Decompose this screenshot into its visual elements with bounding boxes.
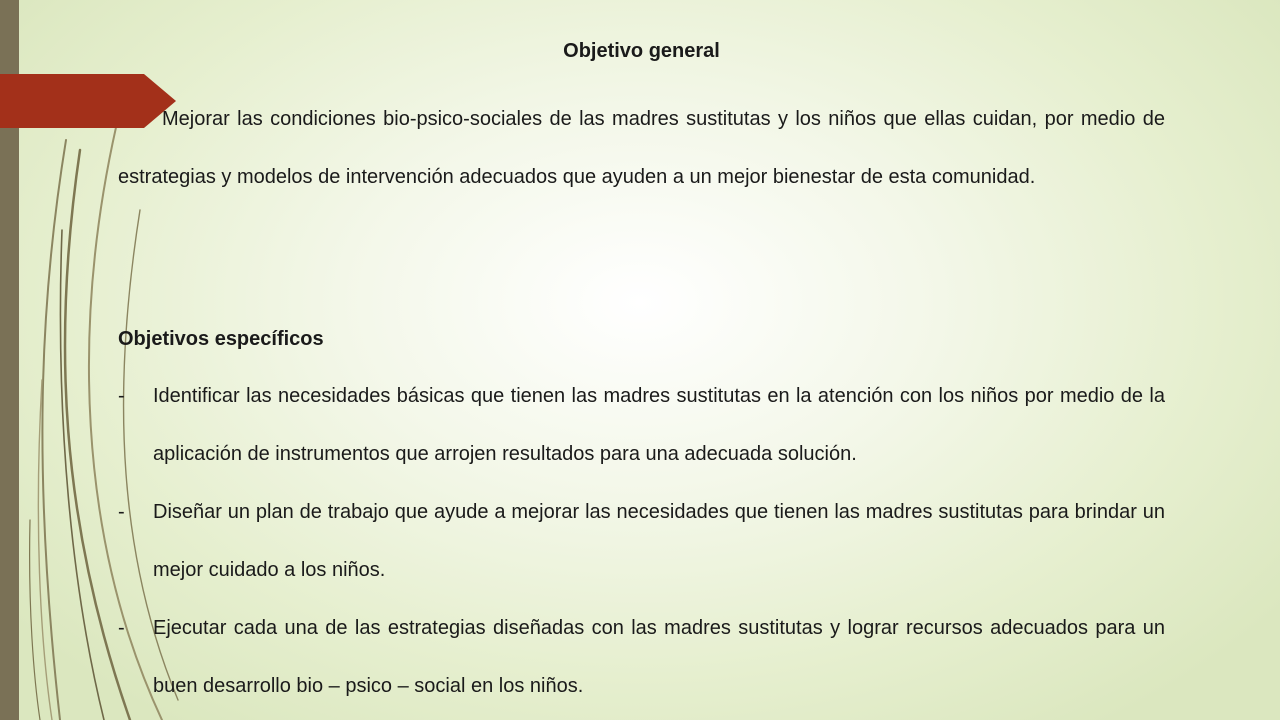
general-objective-text: Mejorar las condiciones bio-psico-sociales de las madres sustitutas y los niños que ellas cuidan, por medio de estrategias y modelos de intervención adecuados que ayuden a un mejor bienestar de esta comunidad. (118, 108, 1165, 188)
list-item (118, 599, 1165, 715)
list-item (118, 483, 1165, 599)
list-item-text: Diseñar un plan de trabajo que ayude a mejorar las necesidades que tienen las madres sustitutas para brindar un mejor cuidado a los niños. (153, 501, 1165, 581)
specific-objectives-list (118, 367, 1165, 715)
list-item-text: Identificar las necesidades básicas que tienen las madres sustitutas en la atención con los niños por medio de la aplicación de instrumentos que arrojen resultados para una adecuada solución. (153, 385, 1165, 465)
dash-bullet: - (118, 617, 125, 639)
general-objective-title: Objetivo general (563, 40, 720, 62)
dash-bullet: - (118, 501, 125, 523)
list-item (118, 367, 1165, 483)
stem-1 (42, 140, 66, 720)
dash-bullet: - (118, 385, 125, 407)
list-item-text: Ejecutar cada una de las estrategias diseñadas con las madres sustitutas y lograr recursos adecuados para un buen desarrollo bio – psico – social en los niños. (153, 617, 1165, 697)
specific-objectives-title: Objetivos específicos (118, 328, 324, 350)
